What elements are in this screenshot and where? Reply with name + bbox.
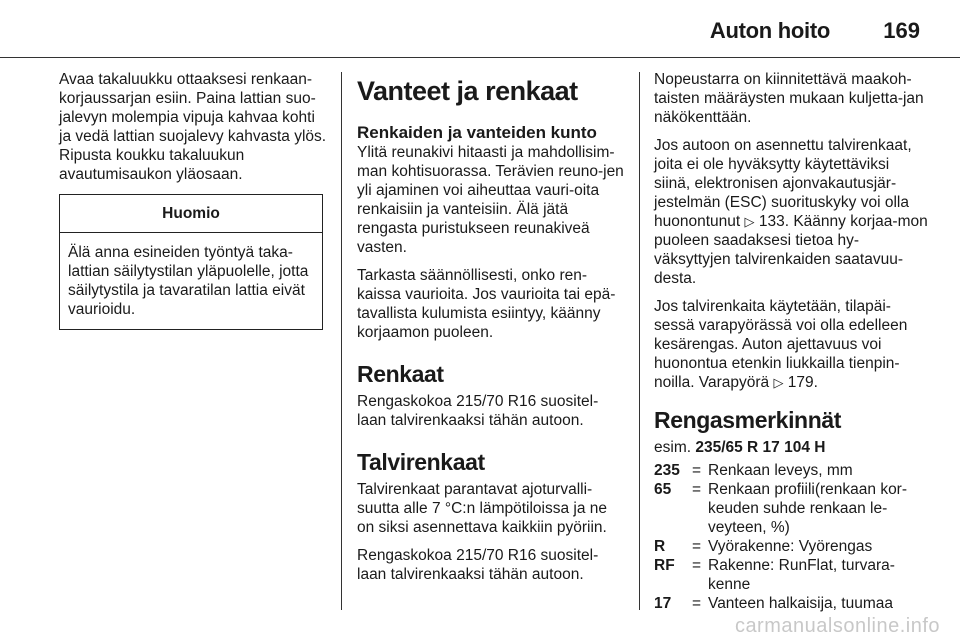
heading-winter-tyres: Talvirenkaat <box>357 449 485 475</box>
spare-text-a: Jos talvirenkaita käytetään, tilapäi-sessä varapyörässä voi olla edelleen kesärengas. Auton ajettavuus voi huonontua etenkin liukkailla tienpin-noilla. Varapyörä <box>654 298 908 391</box>
spec-value: Rakenne: RunFlat, turvara-kenne <box>708 557 895 593</box>
notice-title: Huomio <box>60 195 322 233</box>
example-label: esim. <box>654 439 696 456</box>
spec-equals: = <box>692 595 702 612</box>
page-number: 169 <box>883 18 920 43</box>
column-2 <box>357 70 627 593</box>
spec-value: Vanteen halkaisija, tuumaa <box>708 595 893 612</box>
spec-row <box>654 461 929 480</box>
paragraph-esc <box>654 136 929 288</box>
notice-box <box>59 194 323 330</box>
spec-equals: = <box>692 462 702 479</box>
paragraph-inspect: Tarkasta säännöllisesti, onko ren-kaissa vaurioita. Jos vaurioita tai epä-tavallista kulumista esiintyy, käänny korjaamon puoleen. <box>357 267 616 341</box>
spec-key: 17 <box>654 595 672 612</box>
spec-value: Renkaan leveys, mm <box>708 462 853 479</box>
paragraph-curb: Ylitä reunakivi hitaasti ja mahdollisim-man kohtisuorassa. Terävien reuno-jen yli ajaminen voi aiheuttaa vauri-oita renkaisiin ja vanteisiin. Älä jätä rengasta puristukseen reunakiveä vasten. <box>357 144 624 256</box>
spec-key: R <box>654 538 666 555</box>
spec-row <box>654 556 929 594</box>
intro-paragraph: Avaa takaluukku ottaaksesi renkaan-korjaussarjan esiin. Paina lattian suo-jalevyn molempia vipuja kahvaa kohti ja vedä lattian suojalevy kahvasta ylös. Ripusta koukku takaluukun avautumisaukon yläosaan. <box>59 71 327 183</box>
spec-list <box>654 461 929 613</box>
header-rule <box>0 57 960 58</box>
esc-text-a: Jos autoon on asennettu talvirenkaat, joita ei ole hyväksytty käytettäviksi siinä, elektronisen ajonvakautusjär-jestelmän (ESC) suorituskyky voi olla huonontunut <box>654 137 912 230</box>
example-line <box>654 438 929 457</box>
arrow-ref-icon: ▷ <box>773 375 784 390</box>
esc-text-b: . Käänny korjaa-mon puoleen saadaksesi tietoa hy-väksyttyjen talvirenkaiden saatavuu-desta. <box>654 213 928 287</box>
watermark: carmanualsonline.info <box>734 615 940 637</box>
spec-row <box>654 480 929 537</box>
section-title: Auton hoito <box>709 18 830 43</box>
heading-tyres: Renkaat <box>357 361 444 387</box>
spare-text-b: . <box>813 374 818 391</box>
esc-page-ref[interactable]: 133 <box>758 213 785 230</box>
spec-equals: = <box>692 557 702 574</box>
example-code: 235/65 R 17 104 H <box>695 439 826 456</box>
column-divider-2 <box>639 72 640 610</box>
spec-equals: = <box>692 538 702 555</box>
paragraph-winter-safety: Talvirenkaat parantavat ajoturvalli-suutta alle 7 °C:n lämpötiloissa ja ne on siksi asennettava kaikkiin pyöriin. <box>357 481 608 536</box>
spec-key: 65 <box>654 481 672 498</box>
paragraph-spare <box>654 297 929 392</box>
column-1 <box>59 70 327 330</box>
spec-value: Renkaan profiili(renkaan kor-keuden suhde renkaan le-veyteen, %) <box>708 481 908 536</box>
notice-body: Älä anna esineiden työntyä taka-lattian säilytystilan yläpuolelle, jotta säilytystila ja tavaratilan lattia eivät vaurioidu. <box>68 244 309 318</box>
spec-key: RF <box>654 557 675 574</box>
paragraph-tyre-size: Rengaskokoa 215/70 R16 suositel-laan talvirenkaaksi tähän autoon. <box>357 393 599 429</box>
spec-value: Vyörakenne: Vyörengas <box>708 538 873 555</box>
spec-row <box>654 537 929 556</box>
spec-row <box>654 594 929 613</box>
heading-condition: Renkaiden ja vanteiden kunto <box>357 123 597 142</box>
heading-tyre-markings: Rengasmerkinnät <box>654 407 842 433</box>
paragraph-speed-label: Nopeustarra on kiinnitettävä maakoh-taisten määräysten mukaan kuljetta-jan näkökenttään. <box>654 71 924 126</box>
heading-wheels-tyres: Vanteet ja renkaat <box>357 76 578 106</box>
column-3 <box>654 70 929 613</box>
paragraph-winter-size: Rengaskokoa 215/70 R16 suositel-laan talvirenkaaksi tähän autoon. <box>357 547 599 583</box>
page-header <box>0 0 960 60</box>
arrow-ref-icon: ▷ <box>744 214 755 229</box>
spare-page-ref[interactable]: 179 <box>787 374 814 391</box>
spec-equals: = <box>692 481 702 498</box>
spec-key: 235 <box>654 462 680 479</box>
column-divider-1 <box>341 72 342 610</box>
